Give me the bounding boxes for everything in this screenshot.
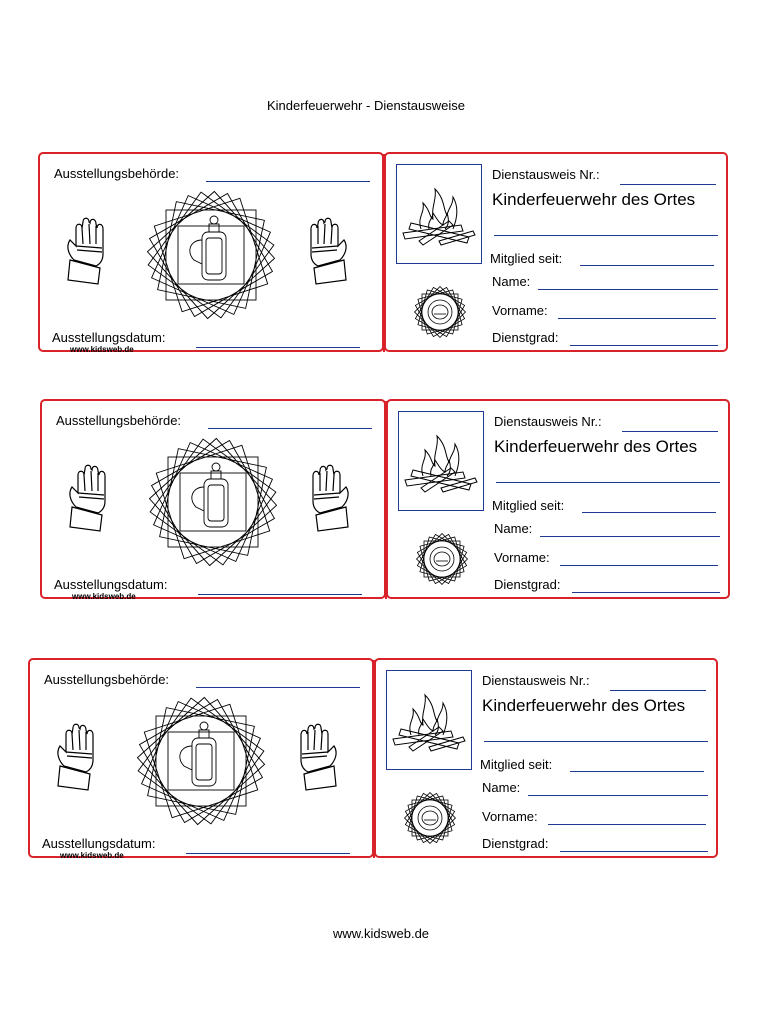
date-field[interactable] bbox=[186, 853, 350, 854]
name-label: Name: bbox=[492, 274, 531, 289]
rank-label: Dienstgrad: bbox=[492, 330, 559, 345]
id-number-field[interactable] bbox=[620, 184, 716, 185]
org-field[interactable] bbox=[484, 741, 708, 742]
helmet-emblem-icon bbox=[412, 284, 468, 340]
rank-field[interactable] bbox=[572, 592, 720, 593]
name-field[interactable] bbox=[528, 795, 708, 796]
date-label: Ausstellungsdatum: bbox=[42, 836, 156, 851]
page-title: Kinderfeuerwehr - Dienstausweise bbox=[267, 98, 465, 113]
glove-left-icon bbox=[62, 214, 112, 286]
member-since-label: Mitglied seit: bbox=[490, 251, 563, 266]
firstname-field[interactable] bbox=[548, 824, 706, 825]
authority-field[interactable] bbox=[208, 428, 372, 429]
org-field[interactable] bbox=[496, 482, 720, 483]
rank-field[interactable] bbox=[560, 851, 708, 852]
firstname-label: Vorname: bbox=[494, 550, 550, 565]
card-front bbox=[40, 399, 386, 599]
glove-right-icon bbox=[302, 214, 352, 286]
fire-extinguisher-emblem-icon bbox=[128, 696, 274, 826]
org-field[interactable] bbox=[494, 235, 718, 236]
helmet-emblem-icon bbox=[402, 790, 458, 846]
rank-field[interactable] bbox=[570, 345, 718, 346]
authority-label: Ausstellungsbehörde: bbox=[54, 166, 180, 181]
date-field[interactable] bbox=[196, 347, 360, 348]
campfire-icon bbox=[401, 424, 481, 502]
card-back bbox=[384, 152, 728, 352]
kidsweb-watermark: www.kidsweb.de bbox=[70, 345, 134, 354]
org-title: Kinderfeuerwehr des Ortes bbox=[492, 190, 696, 209]
glove-left-icon bbox=[64, 461, 114, 533]
card-back bbox=[374, 658, 718, 858]
rank-label: Dienstgrad: bbox=[494, 577, 561, 592]
campfire-icon bbox=[389, 683, 469, 761]
glove-right-icon bbox=[292, 720, 342, 792]
member-since-field[interactable] bbox=[570, 771, 704, 772]
date-label: Ausstellungsdatum: bbox=[54, 577, 168, 592]
org-title: Kinderfeuerwehr des Ortes bbox=[494, 437, 698, 456]
member-since-field[interactable] bbox=[582, 512, 716, 513]
firstname-label: Vorname: bbox=[492, 303, 548, 318]
id-number-label: Dienstausweis Nr.: bbox=[492, 167, 600, 182]
card-front bbox=[38, 152, 384, 352]
glove-left-icon bbox=[52, 720, 102, 792]
name-label: Name: bbox=[494, 521, 533, 536]
member-since-field[interactable] bbox=[580, 265, 714, 266]
campfire-icon bbox=[399, 177, 479, 255]
name-label: Name: bbox=[482, 780, 521, 795]
authority-label: Ausstellungsbehörde: bbox=[44, 672, 170, 687]
card-back bbox=[386, 399, 730, 599]
campfire-frame bbox=[386, 670, 472, 770]
card-front bbox=[28, 658, 374, 858]
kidsweb-watermark: www.kidsweb.de bbox=[72, 592, 136, 601]
org-title: Kinderfeuerwehr des Ortes bbox=[482, 696, 686, 715]
glove-right-icon bbox=[304, 461, 354, 533]
campfire-frame bbox=[396, 164, 482, 264]
name-field[interactable] bbox=[538, 289, 718, 290]
date-label: Ausstellungsdatum: bbox=[52, 330, 166, 345]
firstname-field[interactable] bbox=[558, 318, 716, 319]
id-card-3 bbox=[28, 658, 714, 862]
member-since-label: Mitglied seit: bbox=[480, 757, 553, 772]
firstname-field[interactable] bbox=[560, 565, 718, 566]
authority-label: Ausstellungsbehörde: bbox=[56, 413, 182, 428]
kidsweb-watermark: www.kidsweb.de bbox=[60, 851, 124, 860]
authority-field[interactable] bbox=[196, 687, 360, 688]
date-field[interactable] bbox=[198, 594, 362, 595]
campfire-frame bbox=[398, 411, 484, 511]
id-number-label: Dienstausweis Nr.: bbox=[482, 673, 590, 688]
rank-label: Dienstgrad: bbox=[482, 836, 549, 851]
id-card-2 bbox=[40, 399, 726, 603]
id-number-field[interactable] bbox=[610, 690, 706, 691]
id-number-label: Dienstausweis Nr.: bbox=[494, 414, 602, 429]
footer-link[interactable]: www.kidsweb.de bbox=[332, 926, 430, 941]
fire-extinguisher-emblem-icon bbox=[140, 437, 286, 567]
fire-extinguisher-emblem-icon bbox=[138, 190, 284, 320]
member-since-label: Mitglied seit: bbox=[492, 498, 565, 513]
name-field[interactable] bbox=[540, 536, 720, 537]
helmet-emblem-icon bbox=[414, 531, 470, 587]
authority-field[interactable] bbox=[206, 181, 370, 182]
firstname-label: Vorname: bbox=[482, 809, 538, 824]
id-card-1 bbox=[38, 152, 724, 356]
id-number-field[interactable] bbox=[622, 431, 718, 432]
